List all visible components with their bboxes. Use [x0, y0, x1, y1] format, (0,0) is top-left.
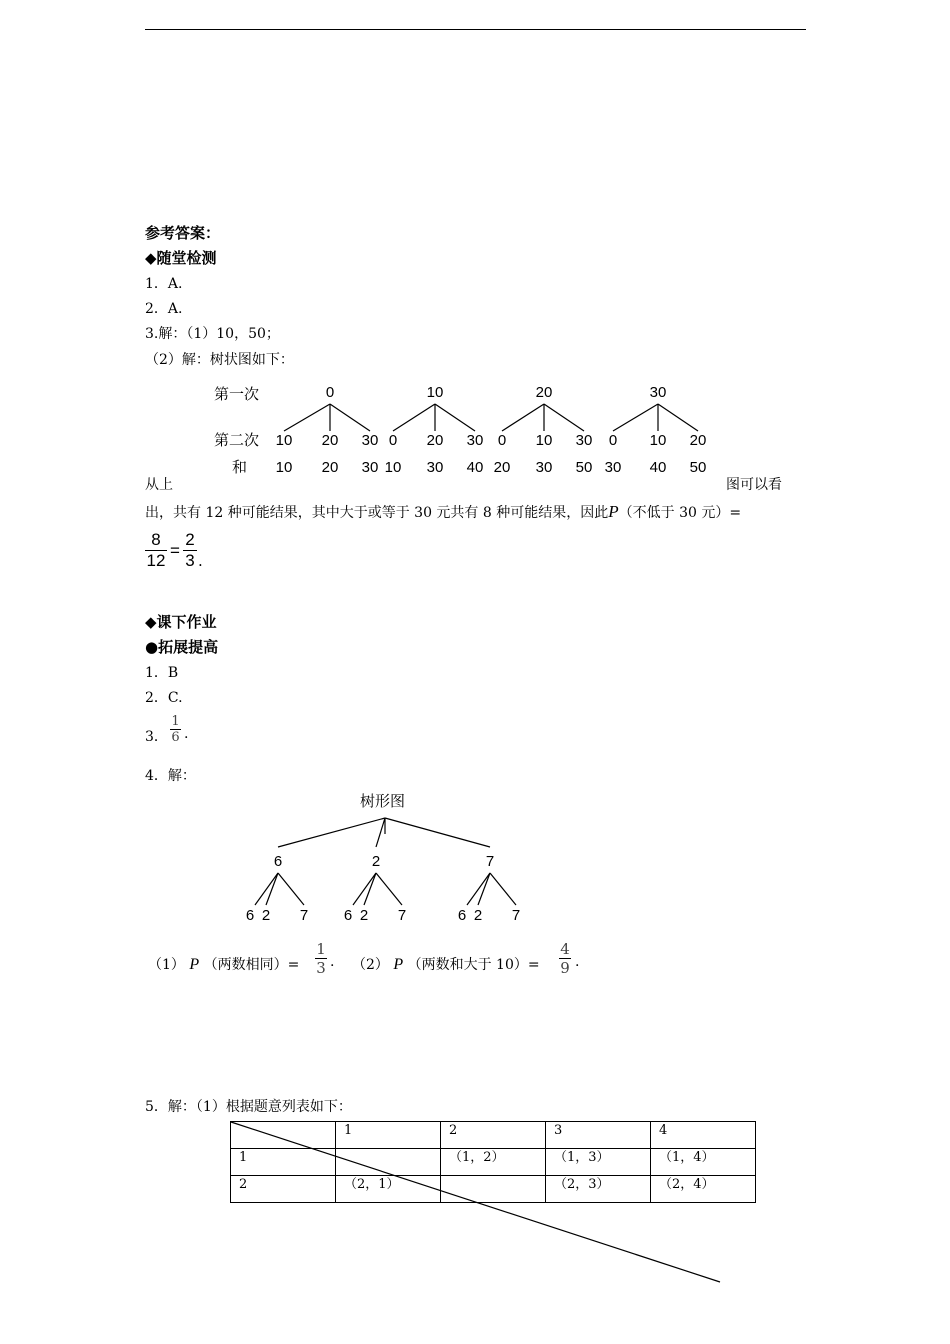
tree-child-node: 30	[575, 432, 593, 449]
tree-child-node: 7	[511, 907, 521, 924]
hw-answer-4: 4．解：	[145, 768, 196, 784]
tree-sum-value: 30	[426, 459, 444, 476]
table-cell: 1	[231, 1149, 336, 1176]
tree-child-node: 30	[466, 432, 484, 449]
table-cell: 3	[546, 1122, 651, 1149]
conclusion-text: 出，共有 12 种可能结果，其中大于或等于 30 元共有 8 种可能结果，因此	[145, 505, 609, 521]
section-subheading-extension: ●拓展提高	[145, 638, 219, 656]
equals-sign: =	[170, 541, 180, 560]
tree-sum-value: 50	[575, 459, 593, 476]
hw-answer-2: 2．C.	[145, 690, 183, 706]
tree-branch	[478, 873, 490, 905]
fraction-denominator: 3	[316, 959, 326, 977]
tree-child-node: 0	[608, 432, 618, 449]
part-1-end: .	[330, 954, 335, 970]
tree-branch	[255, 873, 278, 905]
tree-branch	[353, 873, 376, 905]
fraction-8-12	[145, 530, 167, 571]
tree-child-node: 2	[473, 907, 483, 924]
fraction-numerator: 8	[151, 530, 161, 549]
tree-branch	[613, 404, 658, 431]
tree-root-node: 10	[426, 384, 444, 401]
prob-symbol: P	[393, 956, 404, 973]
header-rule	[145, 29, 806, 30]
tree-child-node: 20	[689, 432, 707, 449]
tree-child-node: 30	[361, 432, 379, 449]
part-2-prefix: （2）	[352, 957, 389, 973]
tree-child-node: 7	[299, 907, 309, 924]
answer-1: 1．A.	[145, 276, 183, 292]
fraction-denominator: 6	[171, 730, 180, 745]
tree-sum-value: 10	[275, 459, 293, 476]
tree-sum-value: 20	[493, 459, 511, 476]
tree-branch	[435, 404, 475, 431]
table-cell: 1	[336, 1122, 441, 1149]
row-label-second: 第二次	[214, 432, 260, 449]
answers-heading: 参考答案：	[145, 224, 221, 242]
tree-root-node: 7	[485, 853, 495, 870]
row-label-first: 第一次	[214, 386, 260, 403]
table-cell: 2	[231, 1176, 336, 1203]
answer-3: 3.解：（1）10，50；	[145, 326, 280, 342]
part-2-text: （两数和大于 10）=	[407, 957, 540, 973]
prob-symbol: P	[608, 502, 619, 521]
fraction-denominator: 3	[185, 551, 195, 570]
section-heading-homework: ◆课下作业	[145, 613, 217, 631]
fraction-2-3	[183, 530, 197, 571]
section-heading-practice: ◆随堂检测	[145, 249, 217, 267]
tree-branch	[364, 873, 376, 905]
conclusion-left: 从上	[145, 477, 173, 493]
table-cell: （2，3）	[546, 1176, 651, 1203]
prob-symbol: P	[189, 956, 200, 973]
tree-sum-value: 50	[689, 459, 707, 476]
tree-title: 树形图	[360, 793, 406, 810]
end-dot: .	[198, 552, 203, 570]
hw-answer-5: 5．解：（1）根据题意列表如下：	[145, 1099, 352, 1115]
tree-child-node: 6	[343, 907, 353, 924]
tree-child-node: 2	[261, 907, 271, 924]
tree-root-node: 6	[273, 853, 283, 870]
answer-2: 2．A.	[145, 301, 183, 317]
fraction-numerator: 2	[185, 530, 195, 549]
tree-child-node: 6	[457, 907, 467, 924]
prob-suffix: （不低于 30 元）=	[618, 505, 742, 521]
part-1-prefix: （1）	[148, 957, 185, 973]
table-cell: （2，4）	[651, 1176, 756, 1203]
tree-child-node: 2	[359, 907, 369, 924]
tree-root-node: 0	[325, 384, 335, 401]
table-cell: （1，2）	[441, 1149, 546, 1176]
tree-child-node: 20	[426, 432, 444, 449]
fraction-1-3	[315, 940, 327, 977]
tree-root-node: 20	[535, 384, 553, 401]
table-diagonal-line	[230, 1121, 725, 1286]
table-cell: 4	[651, 1122, 756, 1149]
table-cell: （1，3）	[546, 1149, 651, 1176]
tree-diagram-amounts	[200, 380, 760, 485]
tree-branch	[376, 818, 385, 847]
tree-child-node: 7	[397, 907, 407, 924]
tree-branch	[278, 818, 385, 847]
tree-sum-value: 20	[321, 459, 339, 476]
part-2-end: .	[575, 954, 580, 970]
row-label-sum: 和	[232, 459, 248, 476]
tree-branch	[278, 873, 304, 905]
tree-branch	[393, 404, 435, 431]
fraction-denominator: 12	[146, 551, 166, 570]
fraction-denominator: 9	[560, 959, 570, 977]
tree-branch	[330, 404, 370, 431]
tree-branch	[467, 873, 490, 905]
tree-branch	[376, 873, 402, 905]
tree-sum-value: 40	[466, 459, 484, 476]
tree-diagram-numbers	[230, 790, 550, 930]
tree-child-node: 0	[497, 432, 507, 449]
tree-root-node: 2	[371, 853, 381, 870]
tree-sum-value: 30	[604, 459, 622, 476]
hw-answer-3-suffix: .	[184, 726, 189, 742]
table-cell: （1，4）	[651, 1149, 756, 1176]
tree-sum-value: 40	[649, 459, 667, 476]
tree-child-node: 6	[245, 907, 255, 924]
tree-branch	[544, 404, 584, 431]
table-cell: （2，1）	[336, 1176, 441, 1203]
hw-answer-1: 1．B	[145, 665, 179, 681]
conclusion-line	[145, 502, 741, 522]
answer-3-part-2: （2）解：树状图如下：	[145, 352, 294, 368]
answer-4-line	[148, 954, 299, 974]
tree-child-node: 0	[388, 432, 398, 449]
fraction-4-9	[559, 940, 571, 977]
tree-branch	[385, 818, 490, 847]
fraction-1-6	[170, 714, 181, 745]
table-cell: 2	[441, 1122, 546, 1149]
fraction-numerator: 1	[316, 940, 326, 958]
answer-4-part-2	[352, 954, 540, 974]
tree-sum-value: 30	[361, 459, 379, 476]
fraction-numerator: 4	[560, 940, 570, 958]
tree-sum-value: 30	[535, 459, 553, 476]
tree-branch	[266, 873, 278, 905]
tree-branch	[502, 404, 544, 431]
tree-branch	[490, 873, 516, 905]
fraction-numerator: 1	[171, 714, 180, 729]
tree-child-node: 20	[321, 432, 339, 449]
tree-child-node: 10	[275, 432, 293, 449]
tree-child-node: 10	[535, 432, 553, 449]
tree-branch	[658, 404, 698, 431]
tree-child-node: 10	[649, 432, 667, 449]
tree-branch	[284, 404, 330, 431]
part-1-text: （两数相同）=	[203, 957, 300, 973]
conclusion-right: 图可以看	[726, 477, 782, 493]
hw-answer-3-prefix: 3．	[145, 729, 168, 745]
tree-sum-value: 10	[384, 459, 402, 476]
tree-root-node: 30	[649, 384, 667, 401]
